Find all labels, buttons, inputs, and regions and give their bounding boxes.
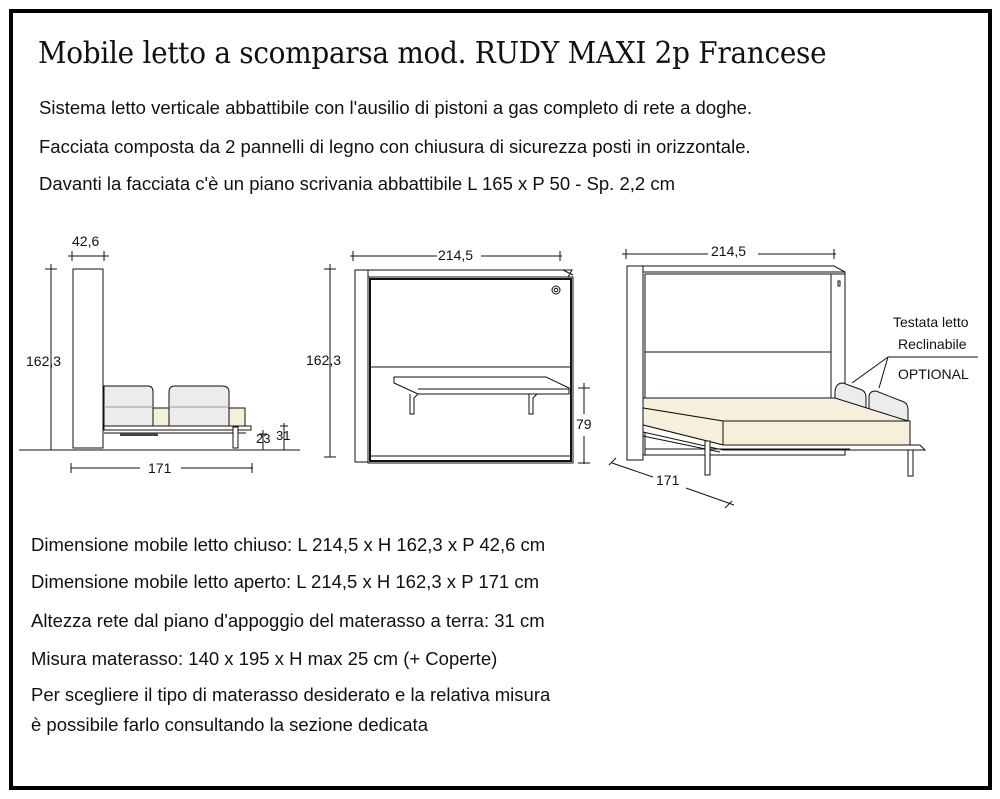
front-height-label: 162,3 bbox=[306, 352, 342, 368]
spec-open-dimensions: Dimensione mobile letto aperto: L 214,5 x H 162,3 x P 171 cm bbox=[31, 571, 540, 592]
page-title: Mobile letto a scomparsa mod. RUDY MAXI 2p Francese bbox=[38, 36, 827, 71]
optional-label: OPTIONAL bbox=[898, 366, 969, 382]
leg-height-label: 23 bbox=[256, 431, 271, 446]
desk-height-label: 79 bbox=[576, 416, 592, 432]
spec-net-height: Altezza rete dal piano d'appoggio del materasso a terra: 31 cm bbox=[31, 610, 545, 631]
net-height-label: 31 bbox=[276, 428, 291, 443]
description-line-3: Davanti la facciata c'è un piano scrivania abbattibile L 165 x P 50 - Sp. 2,2 cm bbox=[39, 173, 675, 194]
spec-closed-dimensions: Dimensione mobile letto chiuso: L 214,5 x H 162,3 x P 42,6 cm bbox=[31, 534, 546, 555]
spec-mattress-size: Misura materasso: 140 x 195 x H max 25 cm (+ Coperte) bbox=[31, 648, 498, 669]
side-depth-open-label: 171 bbox=[148, 460, 172, 476]
spec-mattress-note-2: è possibile farlo consultando la sezione dedicata bbox=[31, 714, 428, 735]
headboard-note-line1: Testata letto bbox=[893, 314, 969, 330]
open-depth-label: 171 bbox=[656, 472, 680, 488]
open-width-label: 214,5 bbox=[711, 243, 747, 259]
front-view-drawing bbox=[324, 251, 590, 464]
front-width-label: 214,5 bbox=[438, 247, 474, 263]
spec-mattress-note-1: Per scegliere il tipo di materasso desiderato e la relativa misura bbox=[31, 684, 551, 705]
description-line-1: Sistema letto verticale abbattibile con l'ausilio di pistoni a gas completo di rete a doghe. bbox=[39, 97, 753, 118]
side-depth-closed-label: 42,6 bbox=[72, 233, 100, 249]
headboard-note-line2: Reclinabile bbox=[898, 336, 967, 352]
description-line-2: Facciata composta da 2 pannelli di legno con chiusura di sicurezza posti in orizzontale. bbox=[39, 136, 751, 157]
side-height-label: 162,3 bbox=[26, 353, 62, 369]
